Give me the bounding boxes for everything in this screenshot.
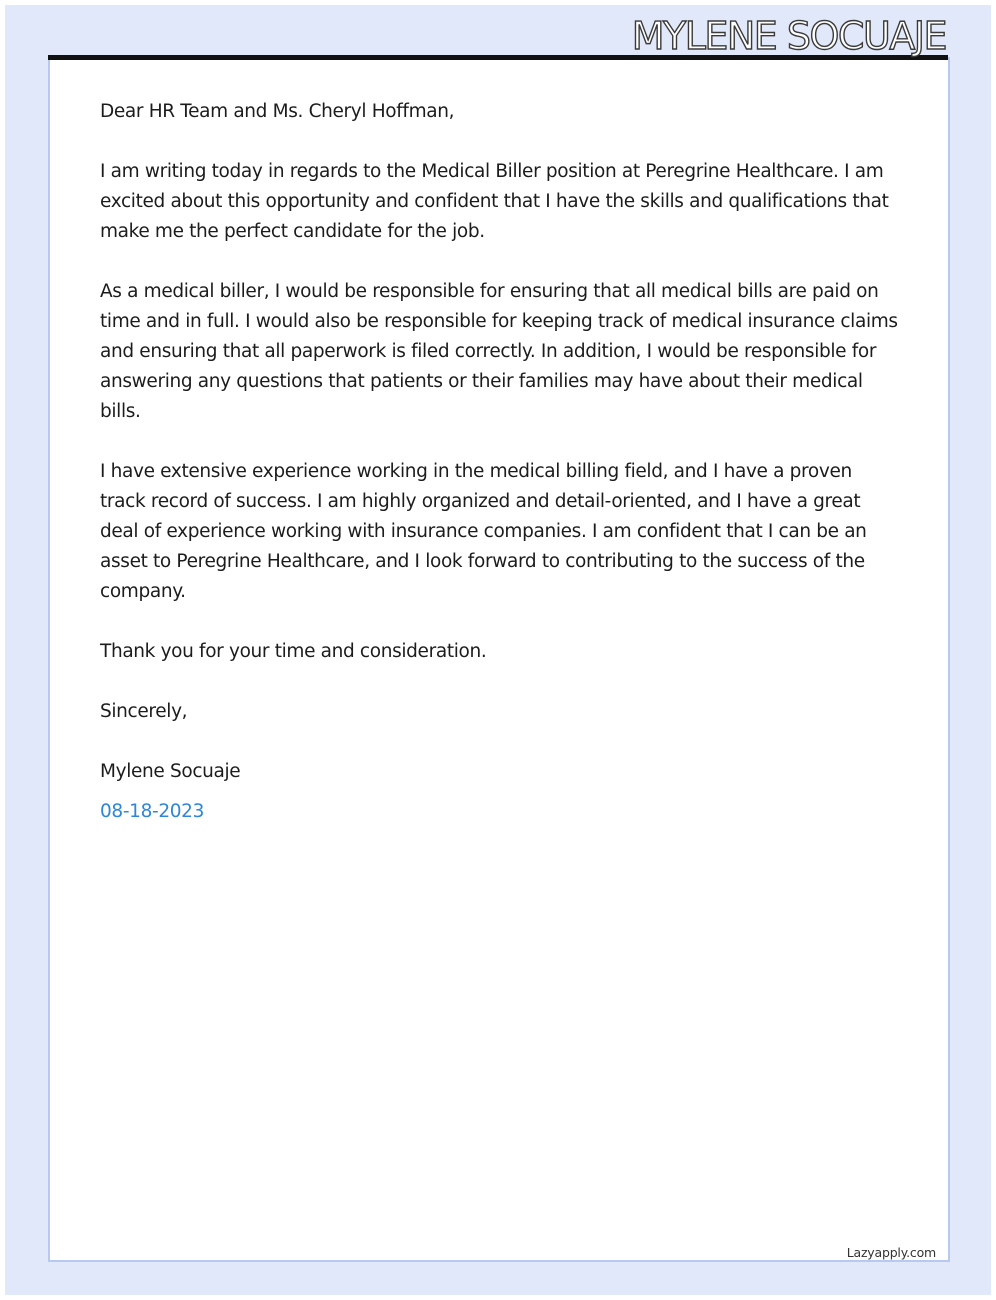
signature-name: Mylene Socuaje <box>100 761 241 782</box>
salutation: Dear HR Team and Ms. Cheryl Hoffman, <box>100 101 455 122</box>
paragraph-intro: I am writing today in regards to the Medical Biller position at Peregrine Healthcare. I am excited about this opportunity and confident that I have the skills and qualifications that make me the perfect candidate for the job. <box>100 161 889 242</box>
paragraph-responsibilities: As a medical biller, I would be responsible for ensuring that all medical bills are paid on time and in full. I would also be responsible for keeping track of medical insurance claims and ensuring that all paperwork is filed correctly. In addition, I would be responsible for answering any questions that patients or their families may have about their medical bills. <box>100 281 898 422</box>
closing: Sincerely, <box>100 701 188 722</box>
applicant-name-heading: MYLENE SOCUAJE <box>631 14 946 58</box>
letter-date: 08-18-2023 <box>100 801 205 822</box>
paragraph-experience: I have extensive experience working in the medical billing field, and I have a proven track record of success. I am highly organized and detail-oriented, and I have a great deal of experience working with insurance companies. I am confident that I can be an asset to Peregrine Healthcare, and I look forward to contributing to the success of the company. <box>100 461 867 602</box>
letter-body <box>100 97 900 857</box>
footer-watermark: Lazyapply.com <box>846 1245 936 1260</box>
thank-you-line: Thank you for your time and consideration. <box>100 641 487 662</box>
